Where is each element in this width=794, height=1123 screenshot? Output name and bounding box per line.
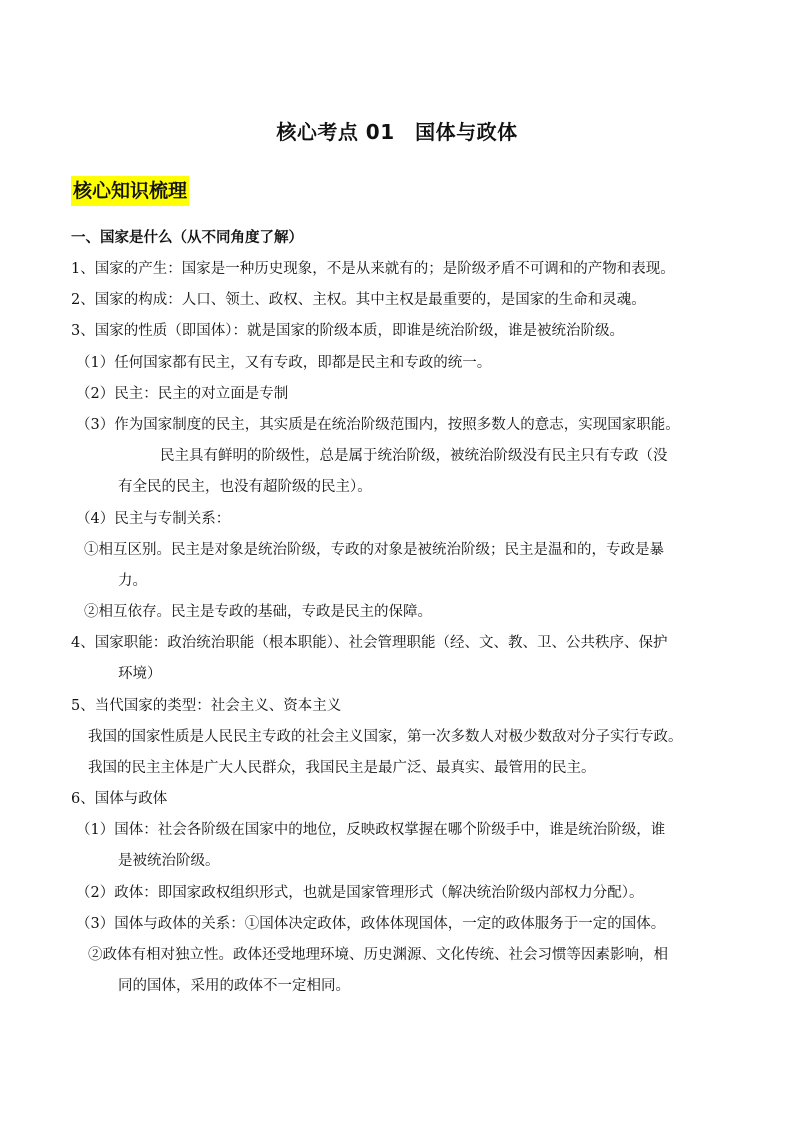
text-line: ①相互区别。民主是对象是统治阶级，专政的对象是被统治阶级；民主是温和的，专政是暴 [84, 542, 664, 558]
text-line: 环境） [118, 666, 162, 682]
text-line: 6、国体与政体 [71, 791, 168, 807]
text-line: 力。 [118, 573, 147, 589]
text-line: 5、当代国家的类型：社会主义、资本主义 [71, 698, 342, 714]
text-line: （4）民主与专制关系： [76, 511, 231, 527]
text-line: 2、国家的构成：人口、领土、政权、主权。其中主权是最重要的，是国家的生命和灵魂。 [71, 292, 646, 308]
text-line: 是被统治阶级。 [118, 853, 220, 869]
text-line: 4、国家职能：政治统治职能（根本职能）、社会管理职能（经、文、教、卫、公共秩序、保护 [71, 635, 668, 651]
heading-what-is-state: 一、国家是什么（从不同角度了解） [71, 230, 303, 246]
text-line: 我国的国家性质是人民民主专政的社会主义国家，第一次多数人对极少数敌对分子实行专政。 [88, 729, 683, 745]
section-heading-highlighted: 核心知识梳理 [71, 176, 189, 206]
text-line: 民主具有鲜明的阶级性，总是属于统治阶级，被统治阶级没有民主只有专政（没 [160, 448, 668, 464]
page-title: 核心考点 01 国体与政体 [276, 120, 518, 144]
text-line: 同的国体，采用的政体不一定相同。 [118, 978, 350, 994]
text-line: （1）国体：社会各阶级在国家中的地位，反映政权掌握在哪个阶级手中，谁是统治阶级，谁 [76, 822, 666, 838]
text-line: （3）国体与政体的关系：①国体决定政体，政体体现国体，一定的政体服务于一定的国体。 [76, 916, 666, 932]
text-line: 3、国家的性质（即国体）：就是国家的阶级本质，即谁是统治阶级，谁是被统治阶级。 [71, 323, 624, 339]
text-line: ②政体有相对独立性。政体还受地理环境、历史渊源、文化传统、社会习惯等因素影响，相 [88, 947, 668, 963]
text-line: （2）政体：即国家政权组织形式，也就是国家管理形式（解决统治阶级内部权力分配）。 [76, 885, 644, 901]
text-line: ②相互依存。民主是专政的基础，专政是民主的保障。 [84, 604, 432, 620]
text-line: （2）民主：民主的对立面是专制 [76, 386, 289, 402]
text-line: （3）作为国家制度的民主，其实质是在统治阶级范围内，按照多数人的意志，实现国家职能。 [76, 417, 680, 433]
text-line: 我国的民主主体是广大人民群众，我国民主是最广泛、最真实、最管用的民主。 [88, 760, 596, 776]
text-line: 有全民的民主，也没有超阶级的民主）。 [118, 479, 372, 495]
text-line: 1、国家的产生：国家是一种历史现象，不是从来就有的；是阶级矛盾不可调和的产物和表现。 [71, 261, 675, 277]
text-line: （1）任何国家都有民主，又有专政，即都是民主和专政的统一。 [76, 355, 492, 371]
